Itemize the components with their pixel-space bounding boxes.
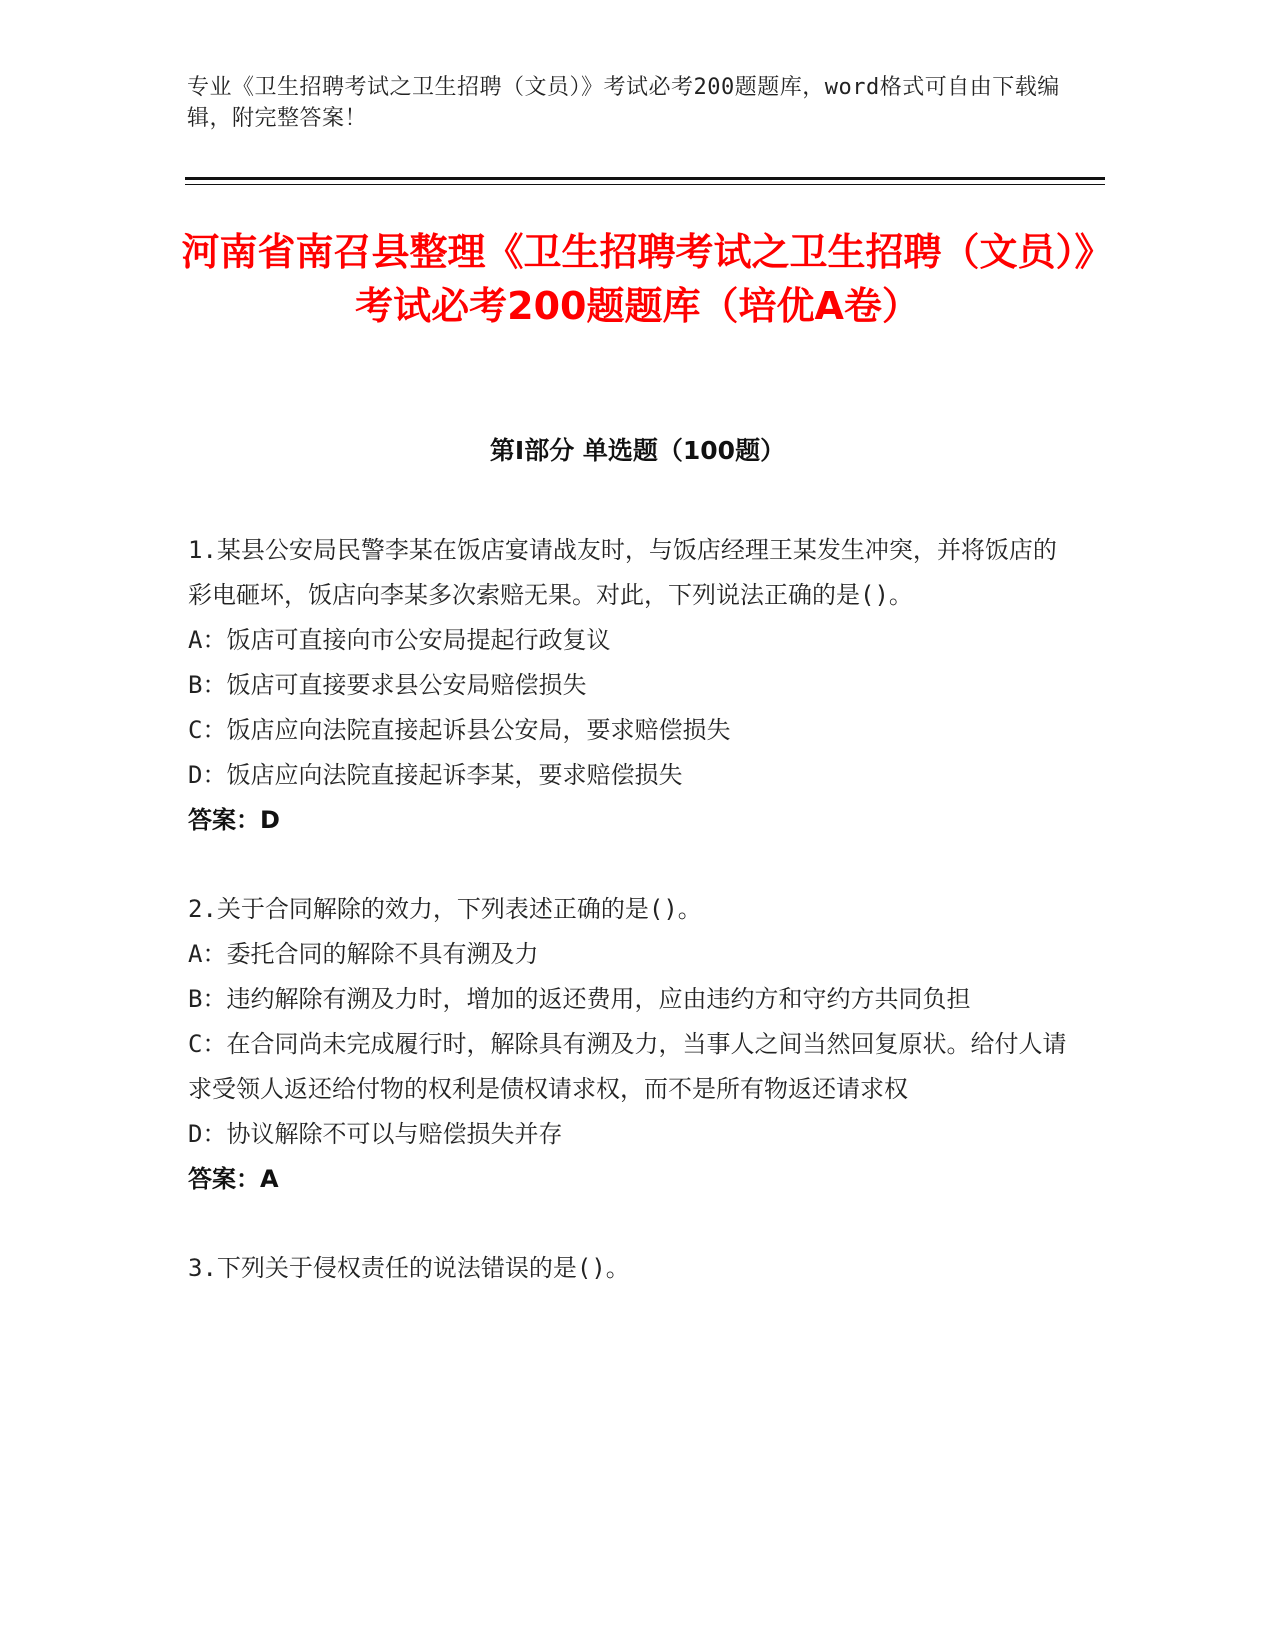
question-list [188,528,1078,1335]
option-a: A：委托合同的解除不具有溯及力 [188,940,539,968]
option-d: D：协议解除不可以与赔偿损失并存 [188,1120,563,1148]
section-title: 第Ⅰ部分 单选题（100题） [489,436,786,465]
question-stem: 1.某县公安局民警李某在饭店宴请战友时，与饭店经理王某发生冲突，并将饭店的彩电砸坏，饭店向李某多次索赔无果。对此，下列说法正确的是()。 [188,536,1057,609]
answer-label: 答案：D [188,806,280,834]
option-b: B：饭店可直接要求县公安局赔偿损失 [188,671,587,699]
answer-label: 答案：A [188,1165,279,1193]
question-1 [188,528,1078,843]
question-2 [188,887,1078,1202]
question-stem: 2.关于合同解除的效力，下列表述正确的是()。 [188,895,702,923]
option-c: C：在合同尚未完成履行时，解除具有溯及力，当事人之间当然回复原状。给付人请求受领人返还给付物的权利是债权请求权，而不是所有物返还请求权 [188,1030,1067,1103]
option-a: A：饭店可直接向市公安局提起行政复议 [188,626,611,654]
option-b: B：违约解除有溯及力时，增加的返还费用，应由违约方和守约方共同负担 [188,985,971,1013]
option-c: C：饭店应向法院直接起诉县公安局，要求赔偿损失 [188,716,731,744]
header-rule-thin [185,184,1105,185]
option-d: D：饭店应向法院直接起诉李某，要求赔偿损失 [188,761,683,789]
header-note: 专业《卫生招聘考试之卫生招聘（文员）》考试必考200题题库，word格式可自由下载编辑，附完整答案！ [187,75,1060,131]
question-stem: 3.下列关于侵权责任的说法错误的是()。 [188,1254,630,1282]
document-title: 河南省南召县整理《卫生招聘考试之卫生招聘（文员）》考试必考200题题库（培优A卷） [181,230,1094,328]
question-3 [188,1246,1078,1291]
header-rule-thick [185,177,1105,180]
